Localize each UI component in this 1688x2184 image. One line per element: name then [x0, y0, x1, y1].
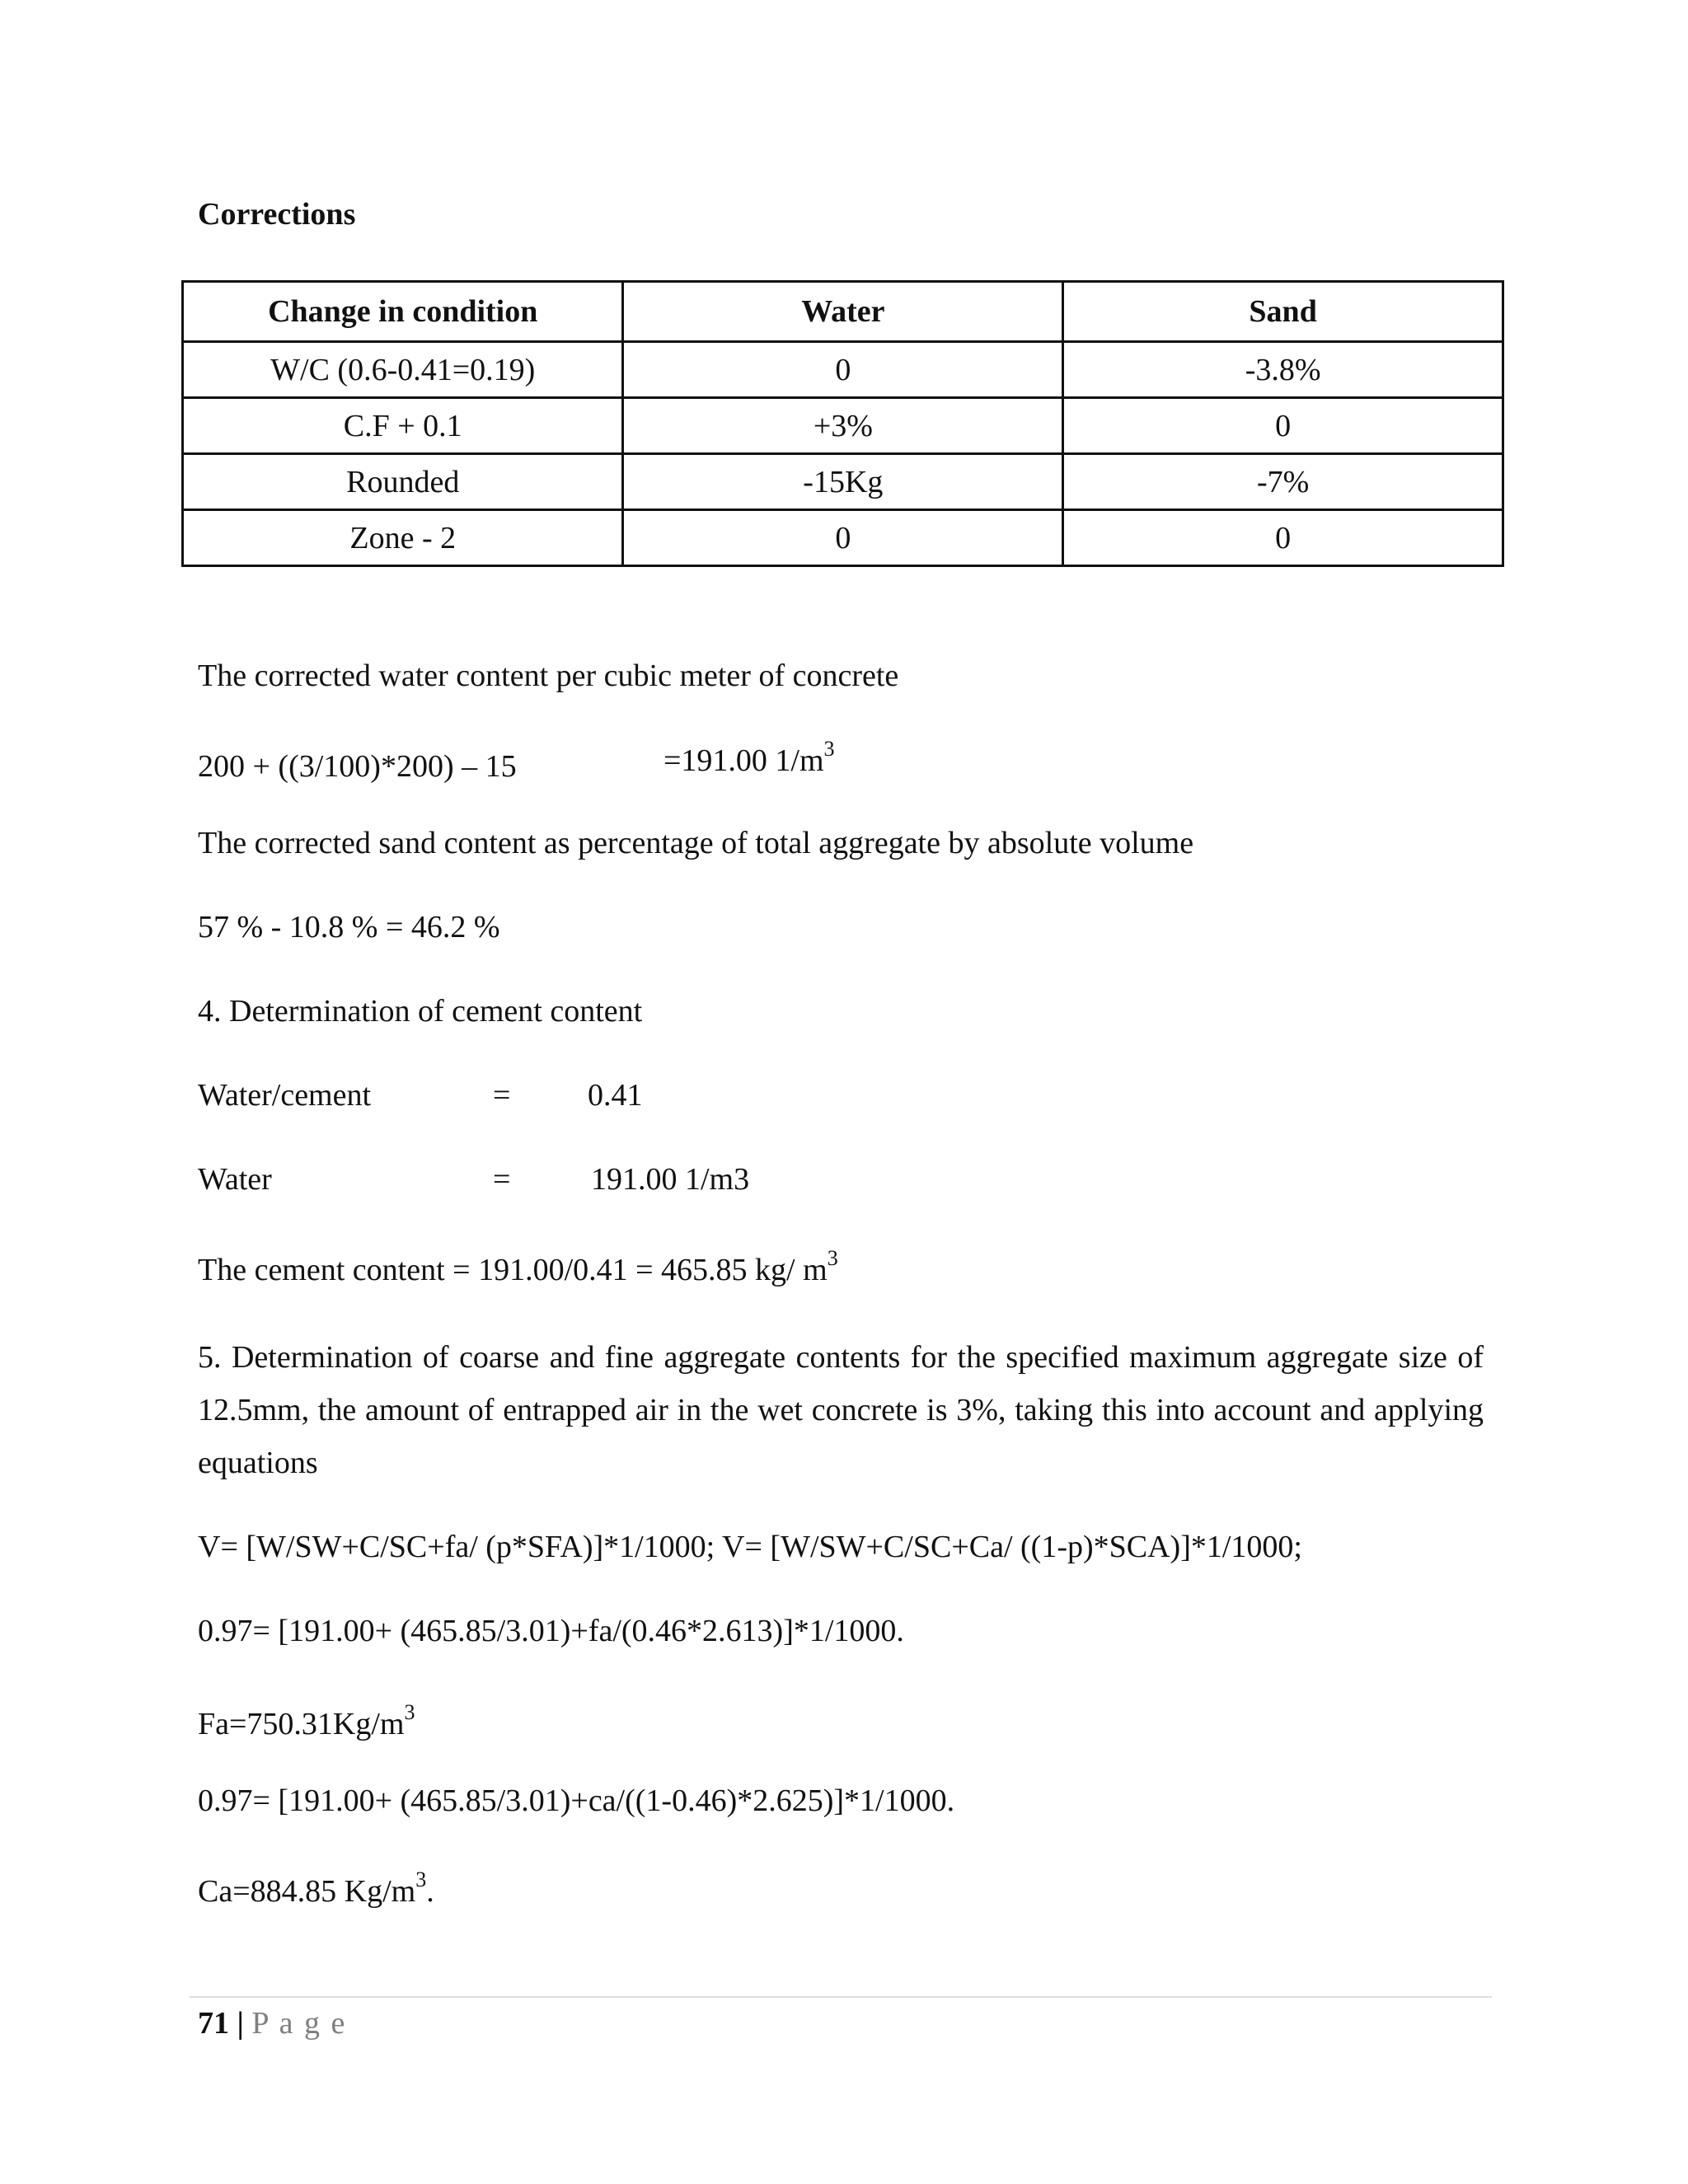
table-cell: 0: [1063, 398, 1503, 454]
sand-content-expression: 57 % - 10.8 % = 46.2 %: [198, 910, 500, 944]
ca-result: [198, 1868, 434, 1910]
table-cell: W/C (0.6-0.41=0.19): [183, 342, 623, 398]
table-header: Water: [623, 282, 1063, 342]
water-label: Water: [198, 1162, 272, 1197]
water-result-superscript: 3: [823, 737, 835, 762]
table-cell: Zone - 2: [183, 510, 623, 566]
table-row: [183, 342, 1503, 398]
fa-equation: 0.97= [191.00+ (465.85/3.01)+fa/(0.46*2.613)]*1/1000.: [198, 1614, 904, 1648]
fa-result-superscript: 3: [404, 1700, 415, 1725]
table-cell: -15Kg: [623, 454, 1063, 510]
water-equals: =: [493, 1162, 511, 1197]
table-cell: 0: [623, 342, 1063, 398]
page-label: P a g e: [251, 2006, 347, 2041]
page-footer: [198, 2004, 346, 2042]
table-header: Sand: [1063, 282, 1503, 342]
wc-equals: =: [493, 1078, 511, 1113]
table-row: [183, 398, 1503, 454]
table-cell: 0: [1063, 510, 1503, 566]
water-content-result: [663, 737, 835, 780]
water-result-text: =191.00 1/m: [663, 743, 824, 778]
page-number: 71: [198, 2006, 229, 2041]
cement-content-text: The cement content = 191.00/0.41 = 465.85 kg/ m: [198, 1253, 828, 1287]
footer-divider: [190, 1996, 1492, 1998]
table-cell: 0: [623, 510, 1063, 566]
ca-result-superscript: 3: [415, 1868, 427, 1892]
table-cell: C.F + 0.1: [183, 398, 623, 454]
table-row: [183, 510, 1503, 566]
sand-content-label: The corrected sand content as percentage of total aggregate by absolute volume: [198, 826, 1194, 860]
table-cell: Rounded: [183, 454, 623, 510]
wc-value: 0.41: [588, 1078, 643, 1113]
cement-content-superscript: 3: [827, 1246, 838, 1271]
fa-result-text: Fa=750.31Kg/m: [198, 1707, 405, 1741]
footer-separator: |: [237, 2006, 244, 2041]
water-value: 191.00 1/m3: [591, 1162, 750, 1197]
cement-content: [198, 1246, 838, 1289]
table-cell: +3%: [623, 398, 1063, 454]
section-heading: Corrections: [198, 197, 356, 232]
cement-heading: 4. Determination of cement content: [198, 994, 643, 1029]
corrections-table: [181, 280, 1504, 567]
water-content-expression: 200 + ((3/100)*200) – 15: [198, 749, 517, 784]
fa-result: [198, 1700, 415, 1743]
ca-equation: 0.97= [191.00+ (465.85/3.01)+ca/((1-0.46)*2.625)]*1/1000.: [198, 1783, 955, 1818]
aggregate-paragraph: 5. Determination of coarse and fine aggregate contents for the specified maximum aggregate size of 12.5mm, the amount of entrapped air in the wet concrete is 3%, taking this into account and applying equations: [198, 1340, 1484, 1480]
wc-label: Water/cement: [198, 1078, 372, 1113]
table-header-row: [183, 282, 1503, 342]
aggregate-equations: V= [W/SW+C/SC+fa/ (p*SFA)]*1/1000; V= [W/SW+C/SC+Ca/ ((1-p)*SCA)]*1/1000;: [198, 1530, 1302, 1564]
table-header: Change in condition: [183, 282, 623, 342]
water-content-label: The corrected water content per cubic meter of concrete: [198, 658, 899, 693]
ca-result-text: Ca=884.85 Kg/m: [198, 1874, 416, 1909]
table-row: [183, 454, 1503, 510]
table-cell: -3.8%: [1063, 342, 1503, 398]
ca-result-tail: .: [426, 1874, 434, 1909]
table-cell: -7%: [1063, 454, 1503, 510]
